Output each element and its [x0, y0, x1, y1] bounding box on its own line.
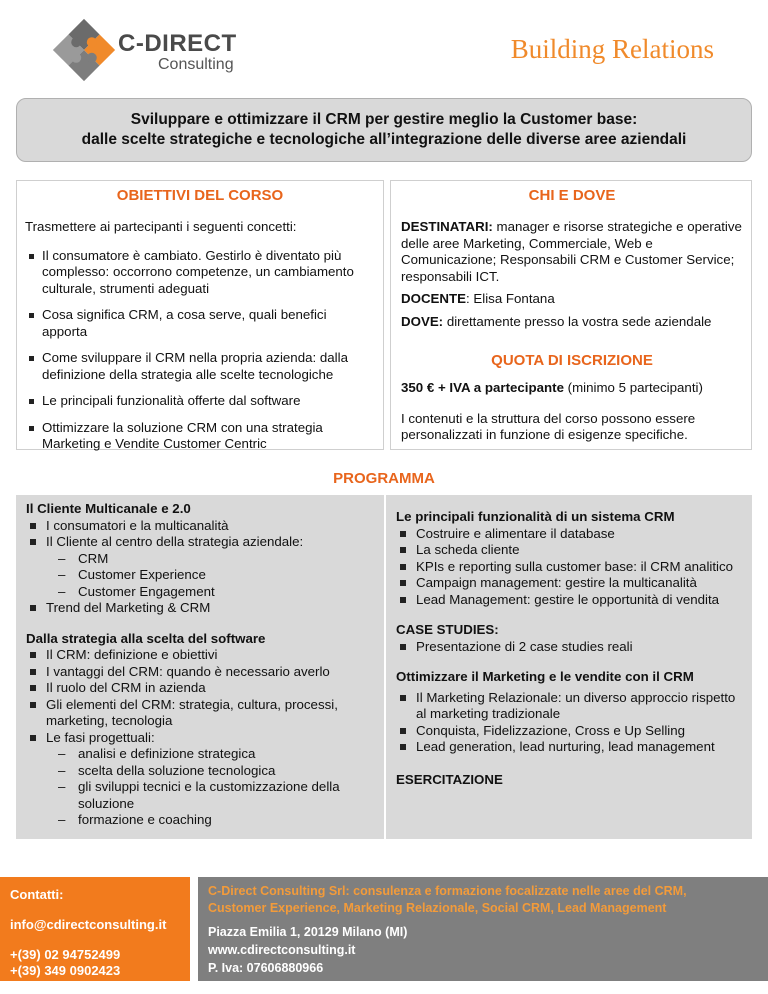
- company-vat: P. Iva: 07606880966: [208, 961, 324, 975]
- bullet-square-icon: [30, 539, 36, 545]
- chi-dove-heading: CHI E DOVE: [528, 187, 616, 204]
- bullet-square-icon: [29, 254, 34, 259]
- program-list: [396, 526, 744, 609]
- list-item: Costruire e alimentare il database: [396, 526, 744, 543]
- tagline: [511, 34, 714, 64]
- obiettivi-box: [16, 180, 384, 450]
- contact-phone-1[interactable]: +(39) 02 94752499: [10, 947, 121, 962]
- list-item: – Customer Engagement: [58, 583, 215, 599]
- bullet-square-icon: [30, 523, 36, 529]
- dash-icon: –: [58, 746, 66, 761]
- course-title-line-1: Sviluppare e ottimizzare il CRM per gestire meglio la Customer base:: [130, 111, 638, 128]
- list-item: – Customer Experience: [58, 567, 206, 582]
- bullet-square-icon: [29, 356, 34, 361]
- bullet-square-icon: [400, 695, 406, 701]
- bullet-square-icon: [29, 313, 34, 318]
- list-item: I consumatori e la multicanalità: [26, 518, 376, 535]
- program-list: [396, 639, 744, 656]
- list-item: KPIs e reporting sulla customer base: il CRM analitico: [396, 559, 744, 576]
- list-item: Presentazione di 2 case studies reali: [396, 639, 744, 656]
- list-item: – formazione e coaching: [58, 812, 212, 827]
- quota-price: 350 € + IVA a partecipante (minimo 5 partecipanti): [401, 380, 703, 395]
- bullet-square-icon: [400, 597, 406, 603]
- dash-icon: –: [58, 567, 66, 582]
- company-description-1: C-Direct Consulting Srl: consulenza e formazione focalizzate nelle aree del CRM,: [208, 884, 687, 898]
- list-item: Trend del Marketing & CRM: [26, 600, 376, 617]
- bullet-square-icon: [29, 426, 34, 431]
- program-section-title: Dalla strategia alla scelta del software: [26, 630, 266, 646]
- bullet-square-icon: [30, 735, 36, 741]
- bullet-square-icon: [30, 605, 36, 611]
- program-list: [26, 600, 376, 617]
- chi-dove-box: [390, 180, 752, 450]
- logo-brand-name: C-DIRECT: [118, 30, 237, 57]
- programma-right-panel: [386, 495, 752, 839]
- tagline-text: Building Relations: [510, 34, 714, 64]
- course-title-box: [16, 98, 752, 162]
- company-address: Piazza Emilia 1, 20129 Milano (MI): [208, 925, 408, 939]
- bullet-square-icon: [400, 531, 406, 537]
- list-item: Cosa significa CRM, a cosa serve, quali benefici apporta: [25, 307, 375, 340]
- bullet-square-icon: [400, 580, 406, 586]
- company-website[interactable]: www.cdirectconsulting.it: [208, 943, 356, 957]
- list-item: Come sviluppare il CRM nella propria azienda: dalla definizione della strategia alle scelte tecnologiche: [25, 350, 375, 383]
- program-section-title: Il Cliente Multicanale e 2.0: [26, 501, 191, 516]
- dash-icon: –: [58, 583, 66, 599]
- list-item: Ottimizzare la soluzione CRM con una strategia Marketing e Vendite Customer Centric: [25, 420, 375, 453]
- list-item: Lead Management: gestire le opportunità di vendita: [396, 592, 744, 609]
- list-item: Il Marketing Relazionale: un diverso approccio rispetto al marketing tradizionale: [396, 690, 744, 723]
- program-list: [26, 647, 376, 746]
- program-section-title: Le principali funzionalità di un sistema CRM: [396, 509, 675, 524]
- bullet-square-icon: [30, 669, 36, 675]
- contact-email[interactable]: info@cdirectconsulting.it: [10, 917, 167, 932]
- list-item: Il Cliente al centro della strategia aziendale:: [26, 534, 376, 551]
- bullet-square-icon: [29, 399, 34, 404]
- bullet-square-icon: [30, 702, 36, 708]
- bullet-square-icon: [30, 685, 36, 691]
- contacts-label: Contatti:: [10, 887, 64, 902]
- program-section-title: ESERCITAZIONE: [396, 771, 503, 787]
- list-item: La scheda cliente: [396, 542, 744, 559]
- dash-icon: –: [58, 762, 66, 778]
- list-item: Lead generation, lead nurturing, lead management: [396, 739, 744, 756]
- program-list: [26, 518, 376, 551]
- programma-left-panel: [16, 495, 384, 839]
- list-item: I vantaggi del CRM: quando è necessario averlo: [26, 664, 376, 681]
- destinatari-text: DESTINATARI: manager e risorse strategiche e operative delle aree Marketing, Commerciale, Web e Comunicazione; Responsabili CRM e Customer Service; responsabili ICT.: [401, 219, 742, 284]
- bullet-square-icon: [400, 564, 406, 570]
- quota-heading: QUOTA DI ISCRIZIONE: [491, 352, 653, 369]
- bullet-square-icon: [400, 744, 406, 750]
- bullet-square-icon: [400, 728, 406, 734]
- bullet-square-icon: [400, 547, 406, 553]
- footer-contacts: [0, 877, 190, 981]
- list-item: – scelta della soluzione tecnologica: [58, 762, 276, 778]
- bullet-square-icon: [30, 652, 36, 658]
- list-item: Campaign management: gestire la multicanalità: [396, 575, 744, 592]
- program-section-title: Ottimizzare il Marketing e le vendite con il CRM: [396, 669, 694, 684]
- programma-heading: PROGRAMMA: [333, 470, 435, 487]
- company-description-2: Customer Experience, Marketing Relazionale, Social CRM, Lead Management: [208, 901, 667, 915]
- list-item: Le fasi progettuali:: [26, 730, 376, 747]
- puzzle-logo-icon: [44, 14, 124, 86]
- program-section-title: CASE STUDIES:: [396, 622, 499, 637]
- quota-note: I contenuti e la struttura del corso possono essere personalizzati in funzione di esigenze specifiche.: [401, 410, 696, 442]
- list-item: Gli elementi del CRM: strategia, cultura, processi, marketing, tecnologia: [26, 697, 376, 730]
- logo-brand-sub: Consulting: [158, 56, 234, 73]
- dash-icon: –: [58, 812, 66, 827]
- dash-icon: –: [58, 779, 66, 794]
- obiettivi-intro: Trasmettere ai partecipanti i seguenti concetti:: [25, 219, 297, 234]
- obiettivi-heading: OBIETTIVI DEL CORSO: [116, 187, 284, 204]
- docente-text: DOCENTE: Elisa Fontana: [401, 291, 555, 306]
- list-item: – gli sviluppi tecnici e la customizzazione della soluzione: [58, 779, 340, 811]
- list-item: Le principali funzionalità offerte dal software: [25, 393, 375, 410]
- list-item: Il CRM: definizione e obiettivi: [26, 647, 376, 664]
- obiettivi-list: [25, 248, 375, 453]
- program-list: [396, 690, 744, 756]
- dash-icon: –: [58, 550, 66, 566]
- list-item: Il consumatore è cambiato. Gestirlo è diventato più complesso: occorrono competenze, un cambiamento culturale, strumenti adeguati: [25, 248, 375, 298]
- footer-company-info: [198, 877, 768, 981]
- bullet-square-icon: [400, 644, 406, 650]
- program-sublist: [26, 551, 376, 601]
- course-title-line-2: dalle scelte strategiche e tecnologiche all’integrazione delle diverse aree aziendali: [81, 131, 687, 148]
- contact-phone-2[interactable]: +(39) 349 0902423: [10, 963, 121, 978]
- list-item: – analisi e definizione strategica: [58, 746, 256, 761]
- list-item: – CRM: [58, 550, 109, 566]
- program-sublist: [26, 746, 376, 829]
- company-logo: [44, 14, 274, 86]
- dove-text: DOVE: direttamente presso la vostra sede aziendale: [401, 313, 712, 329]
- list-item: Conquista, Fidelizzazione, Cross e Up Selling: [396, 723, 744, 740]
- list-item: Il ruolo del CRM in azienda: [26, 680, 376, 697]
